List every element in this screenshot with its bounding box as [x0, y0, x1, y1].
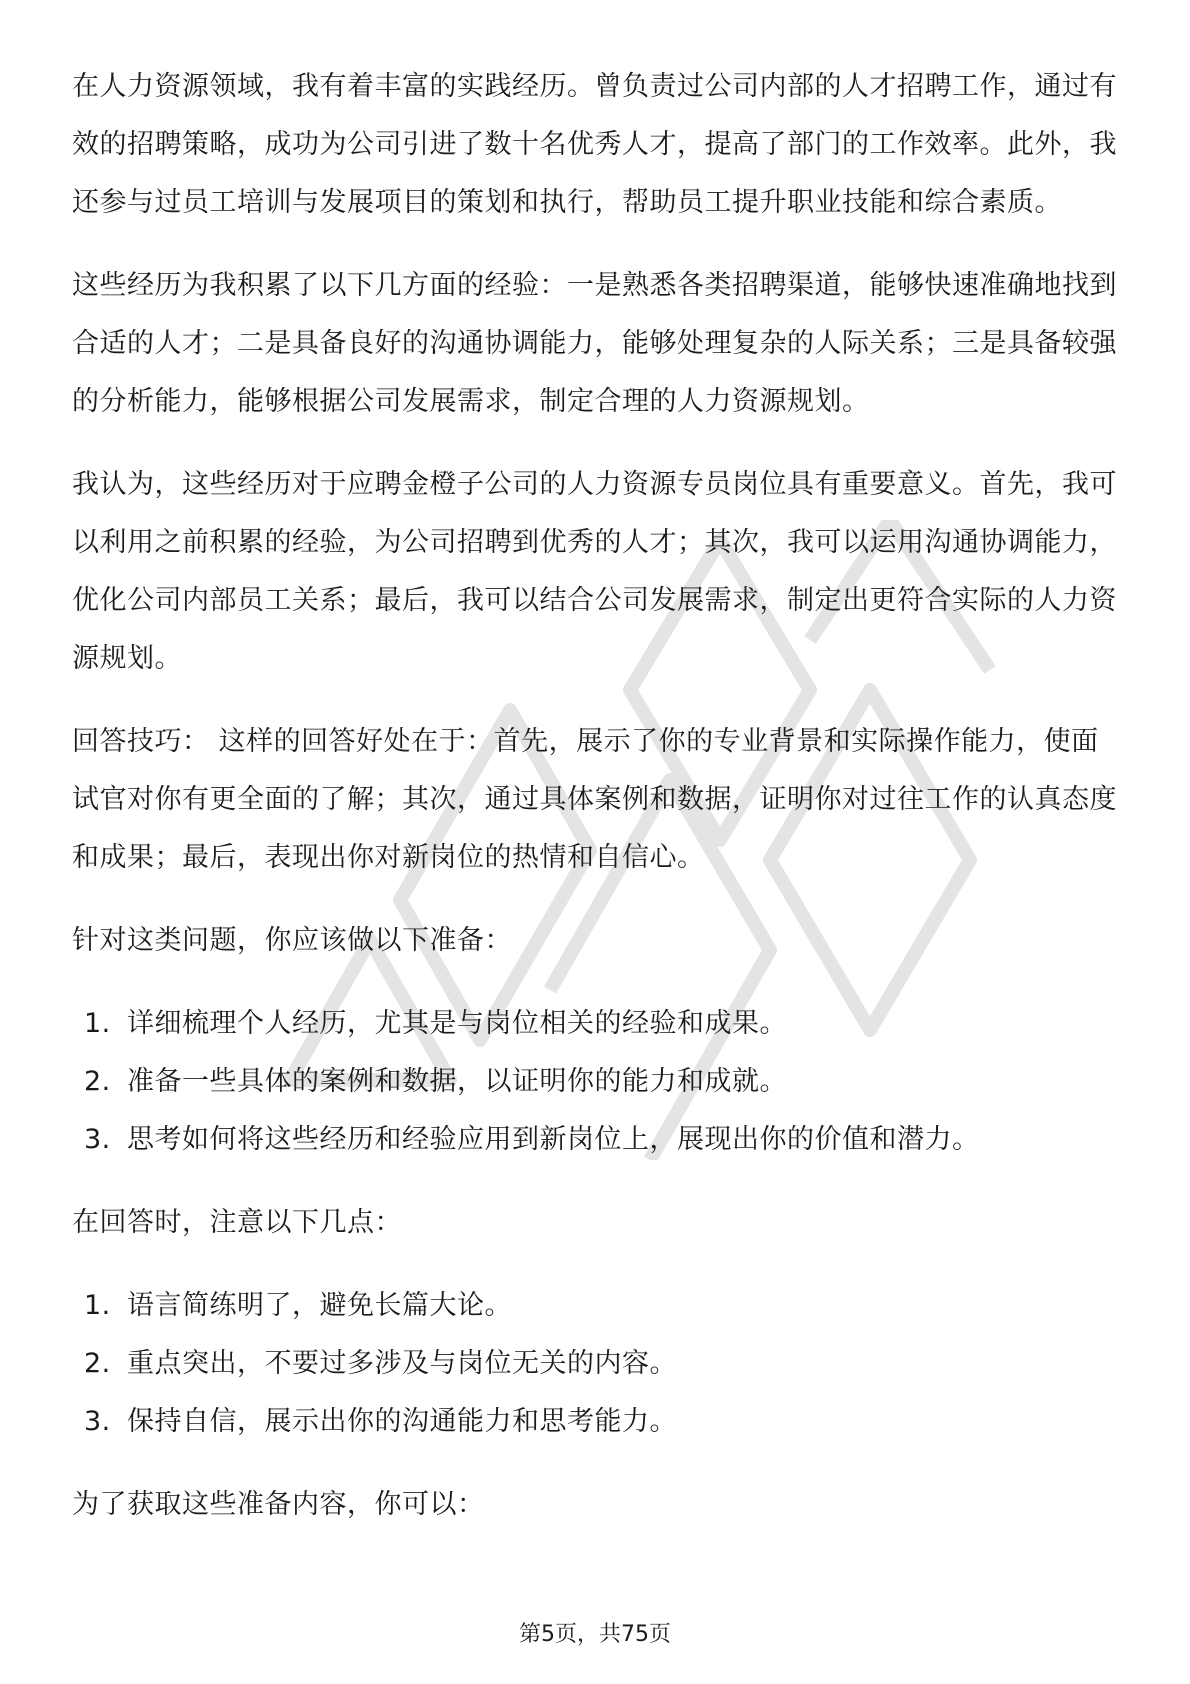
- list-number: 3.: [84, 1406, 111, 1437]
- list-item: [72, 1335, 1118, 1393]
- list-number: 3.: [84, 1124, 111, 1155]
- list-item: [72, 1053, 1118, 1111]
- list-item-text: 语言简练明了，避免长篇大论。: [127, 1290, 512, 1321]
- document-body: [72, 58, 1118, 1559]
- paragraph-answer-notes-intro: 在回答时，注意以下几点：: [72, 1207, 402, 1238]
- list-number: 2.: [84, 1066, 111, 1097]
- paragraph-resources-intro: 为了获取这些准备内容，你可以：: [72, 1489, 485, 1520]
- list-item: [72, 1393, 1118, 1451]
- list-number: 1.: [84, 1008, 111, 1039]
- list-number: 1.: [84, 1290, 111, 1321]
- list-item: [72, 995, 1118, 1053]
- list-item-text: 保持自信，展示出你的沟通能力和思考能力。: [127, 1406, 677, 1437]
- list-item-text: 准备一些具体的案例和数据，以证明你的能力和成就。: [127, 1066, 787, 1097]
- paragraph-relevance: 我认为，这些经历对于应聘金橙子公司的人力资源专员岗位具有重要意义。首先，我可以利用之前积累的经验，为公司招聘到优秀的人才；其次，我可以运用沟通协调能力，优化公司内部员工关系；最后，我可以结合公司发展需求，制定出更符合实际的人力资源规划。: [72, 469, 1117, 674]
- paragraph-skills: 这些经历为我积累了以下几方面的经验：一是熟悉各类招聘渠道，能够快速准确地找到合适的人才；二是具备良好的沟通协调能力，能够处理复杂的人际关系；三是具备较强的分析能力，能够根据公司发展需求，制定合理的人力资源规划。: [72, 270, 1117, 417]
- list-item-text: 思考如何将这些经历和经验应用到新岗位上，展现出你的价值和潜力。: [127, 1124, 980, 1155]
- preparation-list: [72, 995, 1118, 1169]
- list-number: 2.: [84, 1348, 111, 1379]
- list-item-text: 详细梳理个人经历，尤其是与岗位相关的经验和成果。: [127, 1008, 787, 1039]
- paragraph-answer-tips: 回答技巧： 这样的回答好处在于：首先，展示了你的专业背景和实际操作能力，使面试官对你有更全面的了解；其次，通过具体案例和数据，证明你对过往工作的认真态度和成果；最后，表现出你对新岗位的热情和自信心。: [72, 726, 1117, 873]
- paragraph-preparation-intro: 针对这类问题，你应该做以下准备：: [72, 925, 512, 956]
- answer-tips-list: [72, 1277, 1118, 1451]
- list-item-text: 重点突出，不要过多涉及与岗位无关的内容。: [127, 1348, 677, 1379]
- paragraph-experience: 在人力资源领域，我有着丰富的实践经历。曾负责过公司内部的人才招聘工作，通过有效的招聘策略，成功为公司引进了数十名优秀人才，提高了部门的工作效率。此外，我还参与过员工培训与发展项目的策划和执行，帮助员工提升职业技能和综合素质。: [72, 71, 1117, 218]
- list-item: [72, 1277, 1118, 1335]
- page-number: 第5页，共75页: [519, 1622, 671, 1647]
- list-item: [72, 1111, 1118, 1169]
